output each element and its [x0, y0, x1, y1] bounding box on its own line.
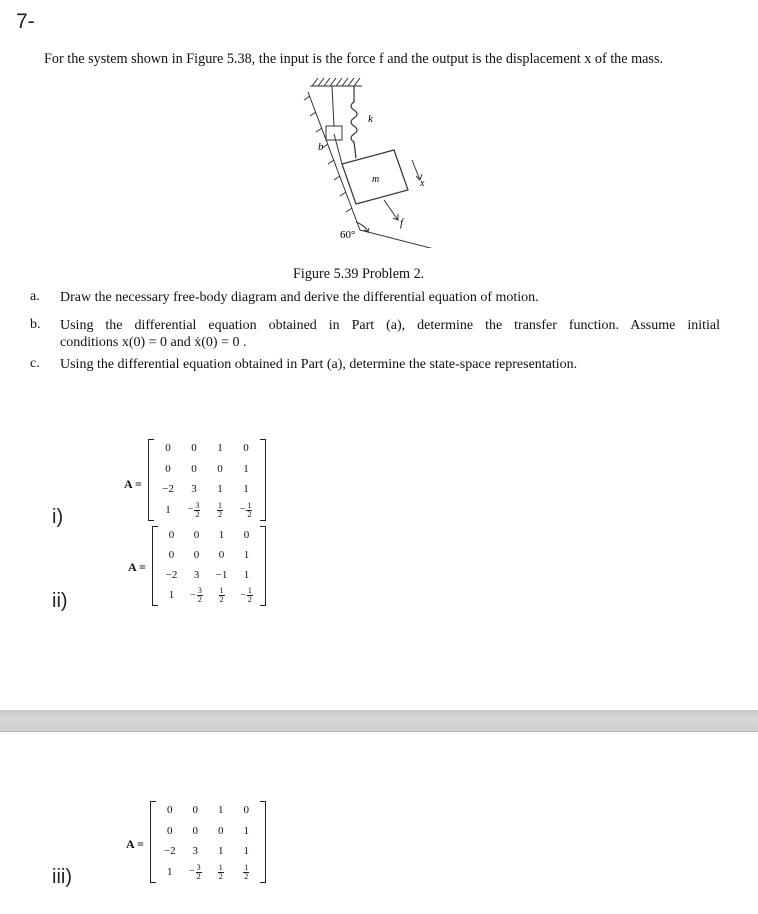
matrix-cell: −2 — [165, 569, 178, 581]
matrix-cell: 0 — [243, 529, 250, 541]
matrix-cell: 0 — [218, 824, 224, 837]
matrix-cell: 1 — [218, 845, 224, 858]
matrix-cell: 0 — [192, 824, 198, 837]
matrix-cell: 0 — [165, 462, 171, 475]
matrix-cell: 0 — [165, 442, 171, 455]
displacement-arrow — [412, 160, 422, 180]
matrix-cell: 0 — [168, 549, 175, 561]
matrix-cell: 1 — [243, 549, 250, 561]
matrix-cell: 0 — [217, 462, 223, 475]
option-i-matrix-label: A = — [124, 477, 142, 491]
matrix-cell: $\frac{1}{2}$ — [244, 862, 249, 881]
option-i-label[interactable]: i) — [52, 506, 64, 528]
matrix-cell: 1 — [167, 865, 173, 878]
matrix-left-bracket — [150, 801, 156, 883]
matrix-cell: 1 — [217, 483, 223, 496]
matrix-cell: 3 — [192, 845, 198, 858]
part-a-text: Draw the necessary free-body diagram and derive the differential equation of motion. — [60, 290, 539, 305]
option-iii-matrix — [150, 801, 266, 883]
option-ii-matrix — [152, 526, 266, 606]
matrix-cell: 0 — [193, 529, 200, 541]
part-a-label: a. — [30, 289, 40, 304]
question-number: 7- — [16, 10, 35, 33]
matrix-cell: 0 — [168, 529, 175, 541]
angle-label: 60° — [340, 229, 356, 241]
matrix-cell: 0 — [191, 462, 197, 475]
matrix-cell: − $\frac{3}{2}$ — [187, 500, 200, 519]
matrix-cell: − $\frac{3}{2}$ — [190, 586, 202, 604]
matrix-cell: 1 — [243, 569, 250, 581]
x-label: x — [420, 178, 425, 189]
problem-statement: For the system shown in Figure 5.38, the input is the force f and the output is the displacement x of the mass. — [44, 51, 664, 67]
spring-mass-damper-figure — [296, 72, 446, 248]
matrix-cell: $\frac{1}{2}$ — [218, 862, 223, 881]
matrix-left-bracket — [148, 439, 154, 521]
matrix-cell: 3 — [193, 569, 200, 581]
part-c-label: c. — [30, 356, 40, 371]
matrix-cell: 1 — [168, 589, 175, 601]
option-ii-matrix-label: A = — [128, 560, 146, 574]
mass-label: m — [372, 174, 380, 185]
matrix-cell: 1 — [165, 503, 171, 516]
matrix-right-bracket — [260, 526, 266, 606]
matrix-cell: 0 — [218, 549, 225, 561]
matrix-left-bracket — [152, 526, 158, 606]
damper — [326, 86, 342, 164]
page-separator-line — [0, 731, 758, 732]
part-b-label: b. — [30, 317, 41, 332]
force-arrow — [384, 200, 398, 220]
matrix-cell: 1 — [243, 462, 249, 475]
matrix-cell: − $\frac{3}{2}$ — [188, 862, 201, 881]
matrix-cell: 0 — [191, 442, 197, 455]
matrix-cell: 1 — [243, 824, 249, 837]
matrix-right-bracket — [260, 801, 266, 883]
spring — [351, 86, 357, 158]
matrix-cell: $\frac{1}{2}$ — [219, 586, 224, 604]
option-iii-label[interactable]: iii) — [52, 866, 72, 888]
matrix-cell: 0 — [167, 824, 173, 837]
matrix-cell: 1 — [217, 442, 223, 455]
spring-label: k — [368, 113, 373, 125]
matrix-cell: 1 — [218, 804, 224, 817]
damper-label: b — [318, 141, 324, 153]
matrix-cell: − $\frac{1}{2}$ — [239, 500, 252, 519]
matrix-cell: 0 — [167, 804, 173, 817]
part-b-text-line2: conditions x(0) = 0 and ẋ(0) = 0 . — [60, 335, 247, 350]
option-ii-label[interactable]: ii) — [52, 590, 68, 612]
f-label: f — [400, 217, 404, 229]
matrix-cell: − $\frac{1}{2}$ — [240, 586, 252, 604]
matrix-cell: 0 — [243, 804, 249, 817]
matrix-cell: 1 — [243, 845, 249, 858]
matrix-cell: −2 — [162, 483, 174, 496]
matrix-cell: 0 — [193, 549, 200, 561]
option-i-matrix — [148, 439, 266, 521]
matrix-cell: −1 — [215, 569, 228, 581]
figure-caption: Figure 5.39 Problem 2. — [293, 266, 425, 282]
matrix-right-bracket — [260, 439, 266, 521]
page-separator — [0, 710, 758, 732]
matrix-cell: 3 — [191, 483, 197, 496]
ceiling-hatch — [310, 78, 362, 86]
matrix-cell: −2 — [163, 845, 176, 858]
matrix-cell: 0 — [192, 804, 198, 817]
option-iii-matrix-label: A = — [126, 837, 144, 851]
matrix-cell: 0 — [243, 442, 249, 455]
matrix-cell: $\frac{1}{2}$ — [218, 500, 222, 519]
matrix-cell: 1 — [243, 483, 249, 496]
part-c-text: Using the differential equation obtained in Part (a), determine the state-space representation. — [60, 357, 578, 372]
part-b-text-line1: Using the differential equation obtained in Part (a), determine the transfer function. Assume initial — [60, 318, 720, 333]
matrix-cell: 1 — [218, 529, 225, 541]
